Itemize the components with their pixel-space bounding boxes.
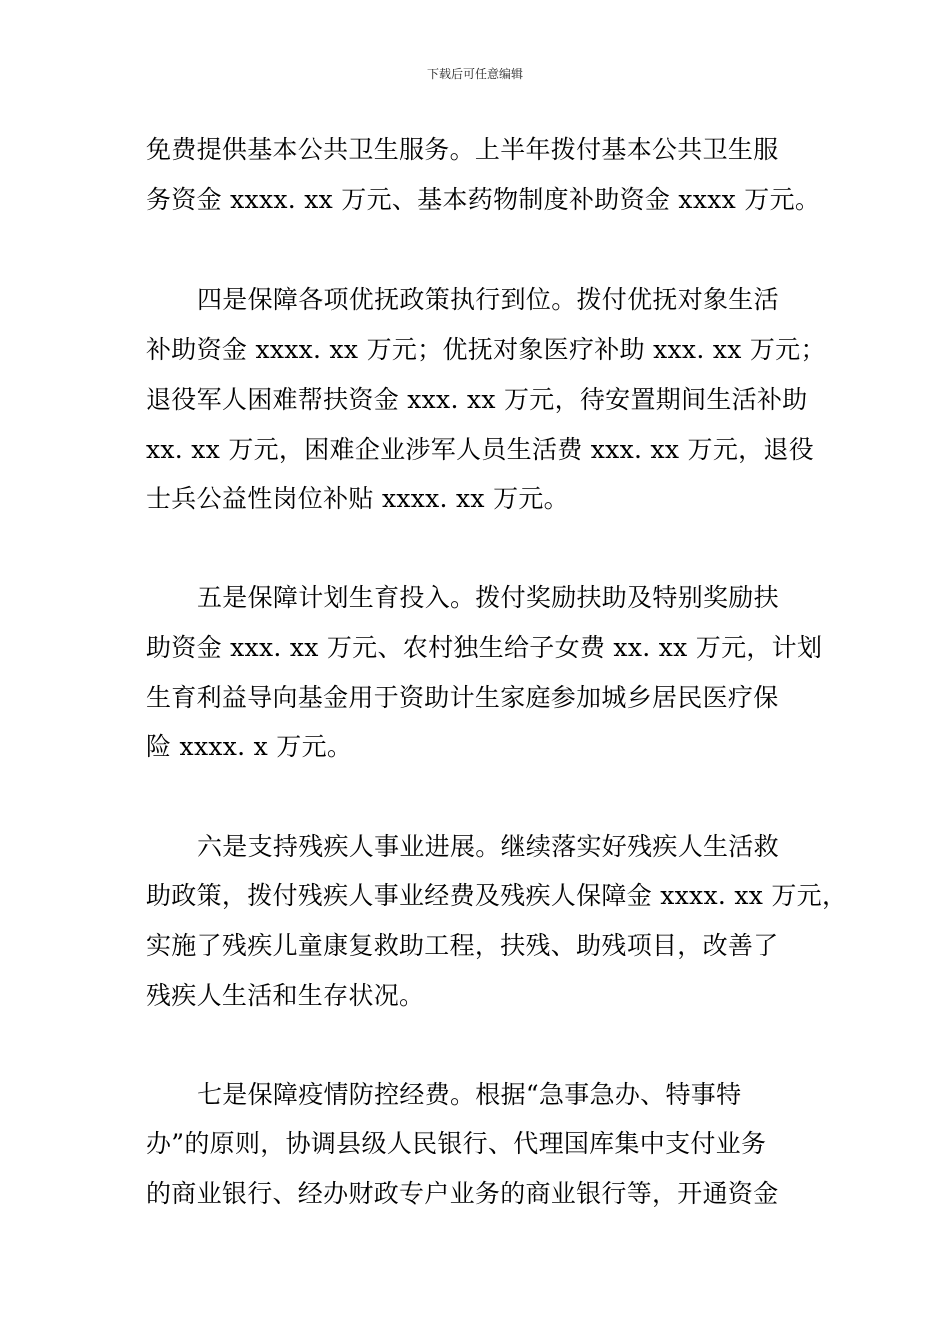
paragraph-line: 七是保障疫情防控经费。根据“急事急办、特事特 [197, 1080, 742, 1109]
paragraph-line: 补助资金 xxxx. xx 万元；优抚对象医疗补助 xxx. xx 万元； [146, 335, 826, 364]
paragraph-line: 办”的原则，协调县级人民银行、代理国库集中支付业务 [146, 1129, 767, 1158]
paragraph-line: 六是支持残疾人事业进展。继续落实好残疾人生活救 [197, 832, 779, 861]
paragraph-line: 务资金 xxxx. xx 万元、基本药物制度补助资金 xxxx 万元。 [146, 185, 821, 214]
paragraph-line: 助资金 xxx. xx 万元、农村独生给子女费 xx. xx 万元，计划 [146, 633, 823, 662]
paragraph-line: 四是保障各项优抚政策执行到位。拨付优抚对象生活 [197, 285, 779, 314]
page-header: 下载后可任意编辑 [426, 67, 523, 81]
paragraph-line: 五是保障计划生育投入。拨付奖励扶助及特别奖励扶 [197, 583, 779, 612]
paragraph-line: 生育利益导向基金用于资助计生家庭参加城乡居民医疗保 [146, 683, 779, 712]
paragraph-line: 的商业银行、经办财政专户业务的商业银行等，开通资金 [146, 1179, 779, 1208]
paragraph-line: 助政策，拨付残疾人事业经费及残疾人保障金 xxxx. xx 万元， [146, 881, 848, 910]
paragraph-line: 免费提供基本公共卫生服务。上半年拨付基本公共卫生服 [146, 135, 779, 164]
paragraph-line: 残疾人生活和生存状况。 [146, 981, 425, 1010]
paragraph-line: 士兵公益性岗位补贴 xxxx. xx 万元。 [146, 484, 569, 513]
paragraph-line: xx. xx 万元，困难企业涉军人员生活费 xxx. xx 万元，退役 [146, 435, 815, 464]
paragraph-line: 实施了残疾儿童康复救助工程，扶残、助残项目，改善了 [146, 931, 779, 960]
paragraph-line: 退役军人困难帮扶资金 xxx. xx 万元，待安置期间生活补助 [146, 385, 808, 414]
paragraph-line: 险 xxxx. x 万元。 [146, 732, 353, 761]
